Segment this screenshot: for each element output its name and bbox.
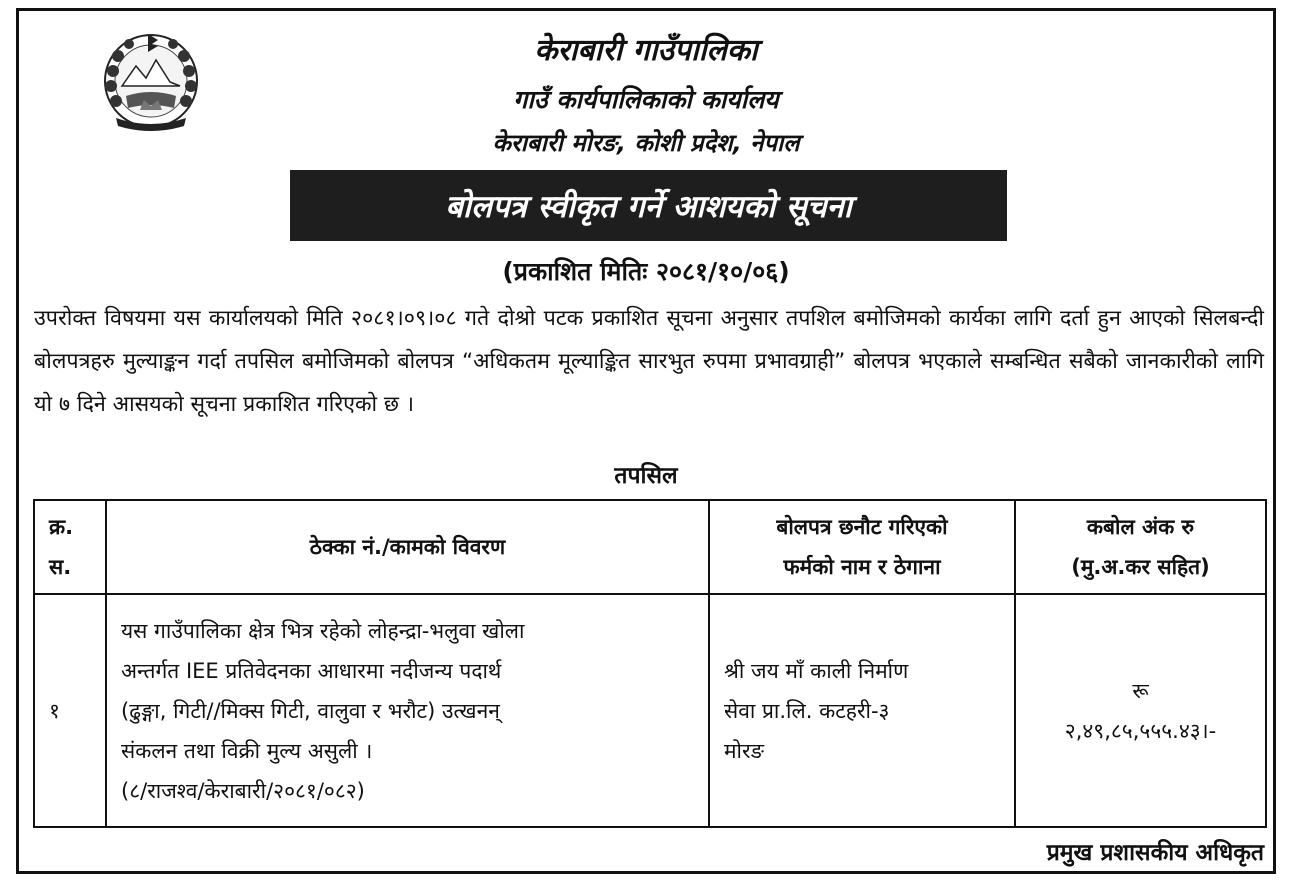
table-header-row [34, 500, 1266, 594]
firm-line: श्री जय माँ काली निर्माण [724, 658, 909, 683]
description-line: अन्तर्गत IEE प्रतिवेदनका आधारमा नदीजन्य पदार्थ [121, 658, 502, 683]
header-amount [1015, 500, 1266, 594]
bid-table [33, 499, 1267, 828]
firm-line: मोरङ [724, 738, 764, 763]
header-serial-line2: स. [49, 555, 72, 579]
header-firm-line1: बोलपत्र छनौट गरिएको [776, 515, 948, 539]
cell-description [106, 594, 709, 827]
amount-value: २,४९,८५,५५५.४३।- [1064, 718, 1217, 743]
description-line: (ढुङ्गा, गिटी//मिक्स गिटी, वालुवा र भरौट) उत्खनन् [121, 698, 500, 723]
firm-line: सेवा प्रा.लि. कटहरी-३ [724, 698, 890, 723]
header-firm-line2: फर्मको नाम र ठेगाना [783, 555, 941, 579]
header-firm [709, 500, 1015, 594]
header-amount-line2: (मु.अ.कर सहित) [1071, 555, 1210, 579]
notice-body: उपरोक्त विषयमा यस कार्यालयको मिति २०८१।०९।०८ गते दोश्रो पटक प्रकाशित सूचना अनुसार तपशिल बमोजिमको कार्यका लागि दर्ता हुन आएको सिलबन्दी बोलपत्रहरु मुल्याङ्कन गर्दा तपसिल बमोजिमको बोलपत्र “अधिकतम मूल्याङ्कित सारभुत रुपमा प्रभावग्राही” बोलपत्र भएकाले सम्बन्धित सबैको जानकारीको लागि यो ७ दिने आसयको सूचना प्रकाशित गरिएको छ । [34, 306, 1264, 417]
header-description: ठेक्का नं./कामको विवरण [106, 500, 709, 594]
notice-title-banner [290, 170, 1007, 241]
header-serial-line1: क्र. [49, 515, 74, 539]
signature-title: प्रमुख प्रशासकीय अधिकृत [1046, 840, 1264, 866]
header-amount-line1: कबोल अंक रु [1086, 515, 1195, 539]
cell-amount [1015, 594, 1266, 827]
description-line: (८/राजश्व/केराबारी/२०८१/०८२) [121, 778, 365, 803]
header-serial [34, 500, 106, 594]
office-address: केराबारी मोरङ, कोशी प्रदेश, नेपाल [492, 129, 800, 157]
description-line: संकलन तथा विक्री मुल्य असुली । [121, 738, 373, 763]
notice-title: बोलपत्र स्वीकृत गर्ने आशयको सूचना [445, 188, 852, 225]
office-name: केराबारी गाउँपालिका [534, 33, 758, 68]
published-date: (प्रकाशित मितिः २०८१/१०/०६) [502, 257, 790, 286]
cell-firm [709, 594, 1015, 827]
table-row [34, 594, 1266, 827]
office-subtitle: गाउँ कार्यपालिकाको कार्यालय [513, 85, 779, 114]
table-heading: तपसिल [614, 463, 678, 489]
cell-serial: १ [34, 594, 106, 827]
amount-currency: रू [1132, 678, 1149, 703]
description-line: यस गाउँपालिका क्षेत्र भित्र रहेको लोहन्द्रा-भलुवा खोला [121, 618, 525, 643]
